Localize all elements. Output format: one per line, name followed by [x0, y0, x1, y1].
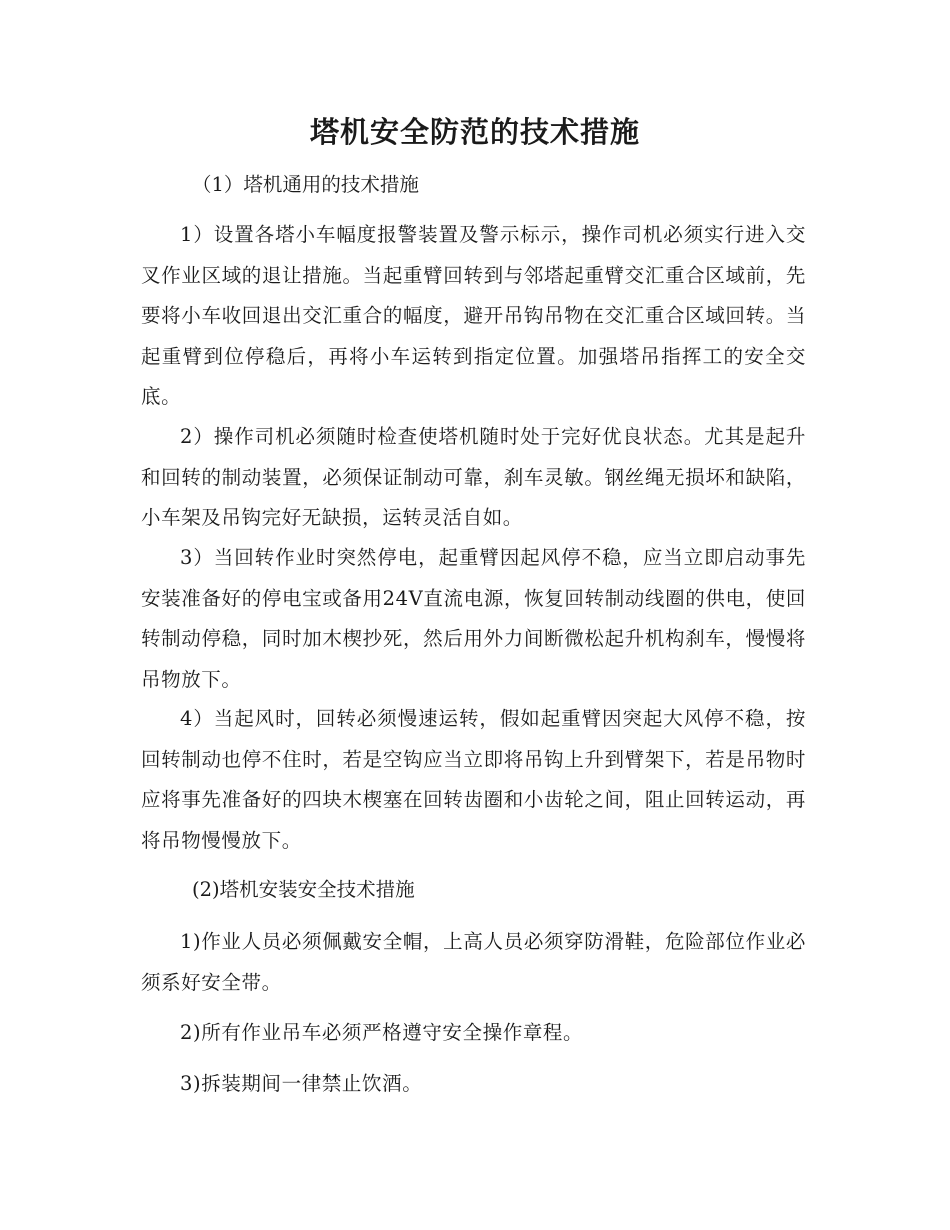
- paragraph-2-1: 1)作业人员必须佩戴安全帽，上高人员必须穿防滑鞋，危险部位作业必须系好安全带。: [141, 930, 806, 994]
- page-title: 塔机安全防范的技术措施: [309, 115, 640, 149]
- paragraph-2-2: 2)所有作业吊车必须严格遵守安全操作章程。: [180, 1021, 584, 1044]
- paragraph-1-1: 1）设置各塔小车幅度报警装置及警示标示，操作司机必须实行进入交叉作业区域的退让措施。当起重臂回转到与邻塔起重臂交汇重合区域前，先要将小车收回退出交汇重合的幅度，避开吊钩吊物在交汇重合区域回转。当起重臂到位停稳后，再将小车运转到指定位置。加强塔吊指挥工的安全交底。: [141, 223, 806, 408]
- paragraph-2-3: 3)拆装期间一律禁止饮酒。: [180, 1072, 423, 1095]
- section-heading-1: （1）塔机通用的技术措施: [192, 173, 419, 196]
- paragraph-1-3: 3）当回转作业时突然停电，起重臂因起风停不稳，应当立即启动事先安装准备好的停电宝或备用24V直流电源，恢复回转制动线圈的供电，使回转制动停稳，同时加木楔抄死，然后用外力间断微松起升机构刹车，慢慢将吊物放下。: [141, 546, 806, 691]
- section-heading-2: (2)塔机安装安全技术措施: [192, 878, 415, 901]
- paragraph-1-4: 4）当起风时，回转必须慢速运转，假如起重臂因突起大风停不稳，按回转制动也停不住时，若是空钩应当立即将吊钩上升到臂架下，若是吊物时应将事先准备好的四块木楔塞在回转齿圈和小齿轮之间，阻止回转运动，再将吊物慢慢放下。: [141, 707, 806, 852]
- paragraph-1-2: 2）操作司机必须随时检查使塔机随时处于完好优良状态。尤其是起升和回转的制动装置，必须保证制动可靠，刹车灵敏。钢丝绳无损坏和缺陷，小车架及吊钩完好无缺损，运转灵活自如。: [141, 425, 806, 529]
